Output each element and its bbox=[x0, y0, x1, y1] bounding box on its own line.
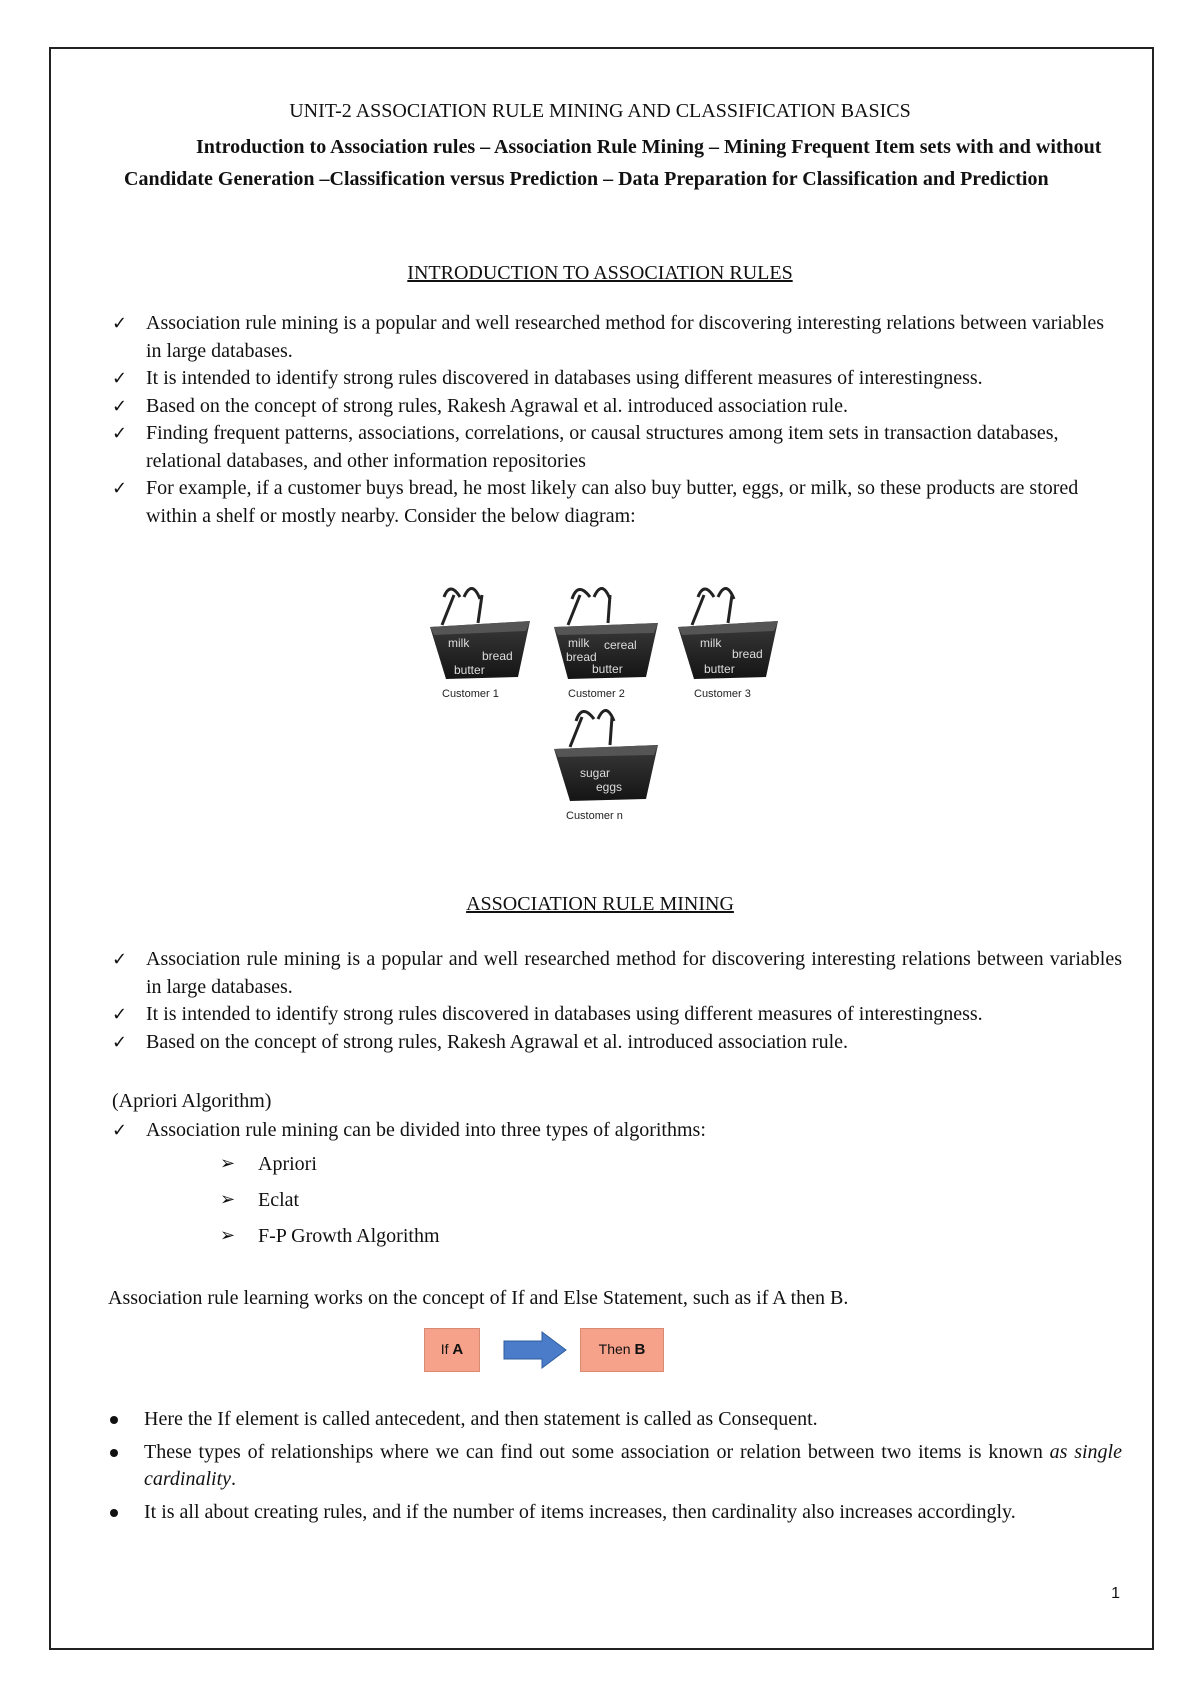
basket-item: cereal bbox=[604, 638, 637, 652]
basket-item: milk bbox=[568, 636, 590, 650]
checkmark-icon: ✓ bbox=[112, 1004, 128, 1025]
basket-label: Customer n bbox=[566, 810, 623, 822]
checkmark-icon: ✓ bbox=[112, 1031, 128, 1053]
basket-item: bread bbox=[566, 650, 597, 664]
basket-label: Customer 2 bbox=[568, 688, 625, 700]
section-heading-mining: ASSOCIATION RULE MINING bbox=[466, 893, 734, 915]
arrow-bullet-icon: ➢ bbox=[220, 1225, 236, 1246]
checkmark-icon: ✓ bbox=[112, 395, 128, 417]
intro-checklist bbox=[112, 310, 1122, 530]
apriori-note: (Apriori Algorithm) bbox=[112, 1090, 272, 1112]
if-else-paragraph: Association rule learning works on the concept of If and Else Statement, such as if A then B. bbox=[108, 1287, 849, 1309]
list-item: ✓ Based on the concept of strong rules, Rakesh Agrawal et al. introduced association rule. bbox=[112, 393, 1122, 421]
list-item: ✓ It is intended to identify strong rules discovered in databases using different measures of interestingness. bbox=[112, 365, 1122, 393]
then-box: Then B bbox=[580, 1328, 664, 1372]
checkmark-icon: ✓ bbox=[112, 1120, 128, 1141]
list-item: ➢ Apriori bbox=[220, 1146, 620, 1182]
unit-topics: Introduction to Association rules – Association Rule Mining – Mining Frequent Item sets with and without Candidate Generation –Classification versus Prediction – Data Preparation for Classification and Prediction bbox=[124, 136, 1102, 190]
algorithm-list bbox=[220, 1146, 620, 1254]
checkmark-icon: ✓ bbox=[112, 368, 128, 389]
list-item: ✓ Association rule mining can be divided into three types of algorithms: bbox=[112, 1117, 1122, 1145]
basket-customer-2 bbox=[554, 588, 658, 700]
list-item: ✓ Association rule mining is a popular and well researched method for discovering interesting relations between variables in large databases. bbox=[112, 948, 1122, 998]
shopping-baskets-diagram bbox=[420, 585, 800, 830]
basket-item: butter bbox=[592, 662, 623, 676]
list-item: ✓ For example, if a customer buys bread, he most likely can also buy butter, eggs, or milk, so these products are stored within a shelf or mostly nearby. Consider the below diagram: bbox=[112, 477, 1079, 527]
list-item: ✓ Finding frequent patterns, associations, correlations, or causal structures among item sets in transaction databases, relational databases, and other information repositories bbox=[112, 422, 1059, 472]
arrow-bullet-icon: ➢ bbox=[220, 1189, 236, 1210]
list-item: ✓ It is intended to identify strong rules discovered in databases using different measures of interestingness. bbox=[112, 1001, 1122, 1029]
basket-label: Customer 1 bbox=[442, 688, 499, 700]
basket-item: bread bbox=[732, 647, 763, 661]
basket-item: butter bbox=[704, 662, 735, 676]
bullet-dot-icon bbox=[110, 1509, 118, 1517]
if-box: If A bbox=[424, 1328, 480, 1372]
cardinality-bullets bbox=[108, 1406, 1122, 1532]
section-heading-intro: INTRODUCTION TO ASSOCIATION RULES bbox=[407, 262, 793, 284]
basket-item: milk bbox=[448, 636, 470, 650]
arrow-bullet-icon: ➢ bbox=[220, 1153, 236, 1174]
basket-item: eggs bbox=[596, 780, 623, 794]
checkmark-icon: ✓ bbox=[112, 423, 128, 444]
basket-customer-3 bbox=[678, 588, 778, 700]
types-checklist bbox=[112, 1117, 1122, 1145]
list-item: ✓ Based on the concept of strong rules, Rakesh Agrawal et al. introduced association rule. bbox=[112, 1029, 1122, 1057]
basket-item: bread bbox=[482, 649, 513, 663]
mining-checklist bbox=[112, 946, 1122, 1056]
list-item: ✓ Association rule mining is a popular and well researched method for discovering interesting relations between variables in large databases. bbox=[112, 312, 1105, 362]
basket-customer-n bbox=[554, 710, 658, 822]
checkmark-icon: ✓ bbox=[112, 478, 128, 499]
list-item: ➢ F-P Growth Algorithm bbox=[220, 1218, 620, 1254]
page-number: 1 bbox=[1111, 1585, 1120, 1602]
list-item: These types of relationships where we can find out some association or relation between two items is known as single cardinality. bbox=[108, 1439, 1122, 1493]
basket-item: milk bbox=[700, 636, 722, 650]
checkmark-icon: ✓ bbox=[112, 313, 128, 334]
checkmark-icon: ✓ bbox=[112, 949, 128, 970]
list-item: ➢ Eclat bbox=[220, 1182, 620, 1218]
basket-customer-1 bbox=[430, 588, 530, 700]
document-title: UNIT-2 ASSOCIATION RULE MINING AND CLASSIFICATION BASICS bbox=[289, 100, 911, 122]
list-item: Here the If element is called antecedent, and then statement is called as Consequent. bbox=[108, 1406, 1122, 1433]
bullet-dot-icon bbox=[110, 1449, 118, 1457]
arrow-right-icon bbox=[502, 1330, 568, 1370]
list-item: It is all about creating rules, and if the number of items increases, then cardinality also increases accordingly. bbox=[108, 1499, 1122, 1526]
bullet-dot-icon bbox=[110, 1416, 118, 1424]
basket-label: Customer 3 bbox=[694, 688, 751, 700]
basket-item: sugar bbox=[580, 766, 611, 780]
basket-item: butter bbox=[454, 663, 485, 677]
